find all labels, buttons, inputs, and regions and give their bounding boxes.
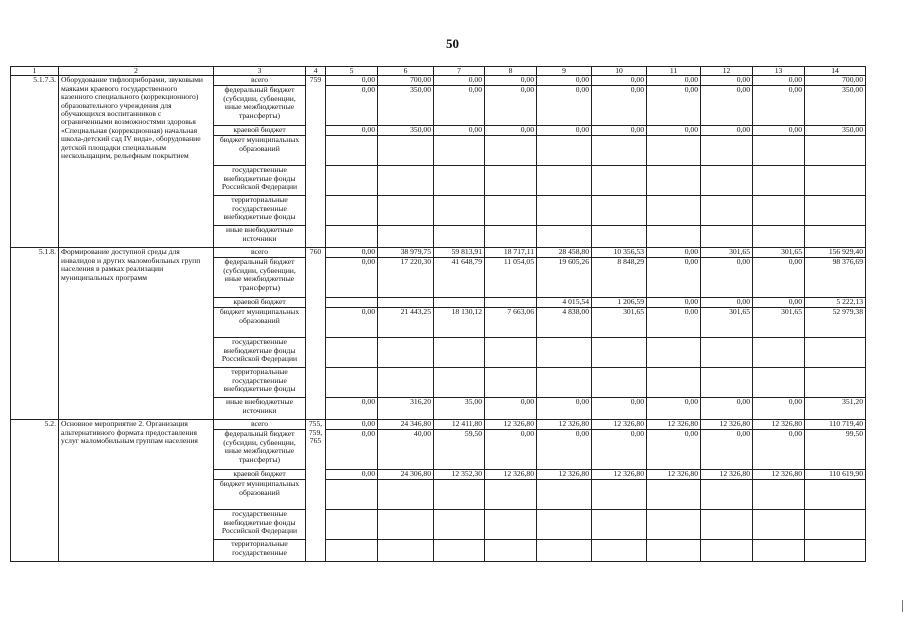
value-cell: 0,00: [434, 86, 485, 126]
value-cell: [434, 226, 485, 248]
value-cell: [485, 298, 537, 308]
value-cell: 0,00: [701, 298, 753, 308]
value-cell: 8 848,29: [592, 258, 647, 298]
value-cell: [326, 226, 378, 248]
value-cell: 350,00: [378, 86, 434, 126]
value-cell: [592, 136, 647, 166]
budget-code-cell: 755, 759, 765: [306, 420, 326, 562]
value-cell: 59,50: [434, 430, 485, 470]
value-cell: [647, 196, 701, 226]
value-cell: [805, 196, 866, 226]
value-cell: 0,00: [326, 76, 378, 86]
value-cell: 0,00: [701, 126, 753, 136]
measure-name-cell: Оборудование тифлоприборами, звуковыми маяками краевого государственного казенного специального (коррекционного) образовательного учреждения для обучающихся воспитанников с ограниченными возможностями здоровья «Специальная (коррекционная) начальная школа-детский сад IV вида», оборудование детской площадки специальным нескольщащим, рельефным покрытием: [59, 76, 214, 248]
value-cell: [592, 226, 647, 248]
value-cell: 5 222,13: [805, 298, 866, 308]
measure-name-cell: Основное мероприятие 2. Организация альтернативного формата предоставления услуг маломобильным группам населения: [59, 420, 214, 562]
value-cell: 0,00: [592, 86, 647, 126]
value-cell: [701, 480, 753, 510]
value-cell: [805, 166, 866, 196]
value-cell: [701, 226, 753, 248]
value-cell: [434, 510, 485, 540]
scan-edge-mark: [902, 600, 903, 612]
value-cell: [326, 540, 378, 562]
value-cell: [485, 226, 537, 248]
value-cell: 18 130,12: [434, 308, 485, 338]
value-cell: [592, 480, 647, 510]
table-row: [11, 420, 866, 430]
value-cell: 0,00: [326, 86, 378, 126]
value-cell: 351,20: [805, 398, 866, 420]
header-cell: 10: [592, 67, 647, 76]
table-row: [11, 248, 866, 258]
value-cell: [434, 298, 485, 308]
value-cell: [647, 368, 701, 398]
funding-source-cell: федеральный бюджет (субсидии, субвенции, иные межбюджетные трансферты): [214, 86, 306, 126]
funding-source-cell: иные внебюджетные источники: [214, 226, 306, 248]
value-cell: [378, 298, 434, 308]
row-code-cell: 5.2.: [11, 420, 59, 562]
value-cell: [701, 368, 753, 398]
value-cell: [378, 136, 434, 166]
value-cell: [592, 338, 647, 368]
header-cell: 8: [485, 67, 537, 76]
value-cell: [485, 480, 537, 510]
value-cell: [537, 338, 592, 368]
value-cell: 0,00: [753, 86, 805, 126]
value-cell: 110 619,90: [805, 470, 866, 480]
funding-source-cell: государственные внебюджетные фонды Российской Федерации: [214, 510, 306, 540]
value-cell: 0,00: [434, 76, 485, 86]
funding-source-cell: иные внебюджетные источники: [214, 398, 306, 420]
value-cell: 0,00: [326, 248, 378, 258]
value-cell: 0,00: [537, 430, 592, 470]
value-cell: [805, 368, 866, 398]
value-cell: 0,00: [592, 430, 647, 470]
value-cell: 21 443,25: [378, 308, 434, 338]
value-cell: 35,00: [434, 398, 485, 420]
value-cell: [753, 480, 805, 510]
value-cell: 4 838,00: [537, 308, 592, 338]
value-cell: 12 326,80: [647, 470, 701, 480]
value-cell: [753, 196, 805, 226]
funding-source-cell: бюджет муниципальных образований: [214, 136, 306, 166]
value-cell: [378, 338, 434, 368]
value-cell: 12 326,80: [485, 420, 537, 430]
value-cell: 316,20: [378, 398, 434, 420]
budget-code-cell: 760: [306, 248, 326, 420]
value-cell: [326, 368, 378, 398]
funding-source-cell: территориальные государственные внебюджетные фонды: [214, 368, 306, 398]
value-cell: [753, 136, 805, 166]
value-cell: 0,00: [647, 248, 701, 258]
value-cell: 0,00: [592, 398, 647, 420]
value-cell: [537, 510, 592, 540]
value-cell: 350,00: [805, 86, 866, 126]
value-cell: 98 376,69: [805, 258, 866, 298]
value-cell: 52 979,38: [805, 308, 866, 338]
value-cell: 12 326,80: [753, 470, 805, 480]
value-cell: 0,00: [592, 76, 647, 86]
value-cell: [485, 196, 537, 226]
value-cell: [701, 540, 753, 562]
value-cell: 0,00: [326, 430, 378, 470]
value-cell: [592, 166, 647, 196]
value-cell: [647, 510, 701, 540]
value-cell: 0,00: [701, 398, 753, 420]
value-cell: 1 206,59: [592, 298, 647, 308]
value-cell: 0,00: [701, 258, 753, 298]
value-cell: [485, 136, 537, 166]
header-cell: 1: [11, 67, 59, 76]
value-cell: 59 813,91: [434, 248, 485, 258]
value-cell: 0,00: [647, 298, 701, 308]
funding-source-cell: краевой бюджет: [214, 298, 306, 308]
page-number: 50: [446, 36, 459, 51]
value-cell: 0,00: [753, 76, 805, 86]
value-cell: [434, 196, 485, 226]
funding-source-cell: всего: [214, 248, 306, 258]
value-cell: [753, 166, 805, 196]
value-cell: [326, 298, 378, 308]
value-cell: [326, 510, 378, 540]
value-cell: [378, 510, 434, 540]
value-cell: 0,00: [537, 86, 592, 126]
budget-table: [10, 66, 866, 562]
value-cell: 0,00: [326, 420, 378, 430]
value-cell: 12 326,80: [592, 470, 647, 480]
funding-source-cell: бюджет муниципальных образований: [214, 308, 306, 338]
value-cell: 12 326,80: [701, 420, 753, 430]
value-cell: [537, 540, 592, 562]
value-cell: 0,00: [701, 86, 753, 126]
value-cell: 0,00: [592, 126, 647, 136]
value-cell: [647, 338, 701, 368]
header-cell: 13: [753, 67, 805, 76]
funding-source-cell: краевой бюджет: [214, 126, 306, 136]
value-cell: 4 015,54: [537, 298, 592, 308]
value-cell: 12 326,80: [537, 470, 592, 480]
value-cell: [647, 480, 701, 510]
value-cell: [701, 338, 753, 368]
header-cell: 2: [59, 67, 214, 76]
value-cell: [378, 226, 434, 248]
value-cell: 110 719,40: [805, 420, 866, 430]
value-cell: [378, 368, 434, 398]
funding-source-cell: бюджет муниципальных образований: [214, 480, 306, 510]
value-cell: [805, 540, 866, 562]
value-cell: [701, 136, 753, 166]
value-cell: 28 458,80: [537, 248, 592, 258]
value-cell: 0,00: [326, 470, 378, 480]
value-cell: [537, 226, 592, 248]
value-cell: [378, 166, 434, 196]
value-cell: 11 054,05: [485, 258, 537, 298]
funding-source-cell: всего: [214, 76, 306, 86]
value-cell: [647, 166, 701, 196]
value-cell: [753, 226, 805, 248]
value-cell: [537, 166, 592, 196]
value-cell: [647, 540, 701, 562]
value-cell: 0,00: [753, 430, 805, 470]
header-cell: 4: [306, 67, 326, 76]
value-cell: 156 929,40: [805, 248, 866, 258]
value-cell: [592, 368, 647, 398]
value-cell: [434, 338, 485, 368]
value-cell: [434, 540, 485, 562]
value-cell: [805, 226, 866, 248]
value-cell: [537, 480, 592, 510]
value-cell: 24 346,80: [378, 420, 434, 430]
value-cell: [378, 196, 434, 226]
value-cell: [434, 368, 485, 398]
value-cell: [537, 196, 592, 226]
value-cell: 12 326,80: [592, 420, 647, 430]
value-cell: 12 326,80: [537, 420, 592, 430]
value-cell: 0,00: [537, 126, 592, 136]
value-cell: [753, 338, 805, 368]
value-cell: 301,65: [753, 248, 805, 258]
value-cell: 7 663,06: [485, 308, 537, 338]
header-cell: 3: [214, 67, 306, 76]
value-cell: 301,65: [701, 248, 753, 258]
value-cell: 0,00: [647, 76, 701, 86]
value-cell: [485, 540, 537, 562]
value-cell: [537, 136, 592, 166]
row-code-cell: 5.1.8.: [11, 248, 59, 420]
header-cell: 11: [647, 67, 701, 76]
value-cell: 0,00: [537, 76, 592, 86]
value-cell: 12 326,80: [647, 420, 701, 430]
value-cell: 0,00: [647, 430, 701, 470]
value-cell: [485, 166, 537, 196]
row-code-cell: 5.1.7.3.: [11, 76, 59, 248]
value-cell: [326, 338, 378, 368]
value-cell: 10 356,53: [592, 248, 647, 258]
value-cell: 24 306,80: [378, 470, 434, 480]
value-cell: [326, 166, 378, 196]
value-cell: 301,65: [701, 308, 753, 338]
funding-source-cell: территориальные государственные внебюджетные фонды: [214, 196, 306, 226]
funding-source-cell: федеральный бюджет (субсидии, субвенции, иные межбюджетные трансферты): [214, 258, 306, 298]
value-cell: 41 648,79: [434, 258, 485, 298]
value-cell: [805, 338, 866, 368]
value-cell: [326, 136, 378, 166]
value-cell: [701, 510, 753, 540]
value-cell: 0,00: [326, 398, 378, 420]
value-cell: [647, 136, 701, 166]
value-cell: 0,00: [326, 308, 378, 338]
value-cell: 350,00: [805, 126, 866, 136]
value-cell: [378, 480, 434, 510]
funding-source-cell: территориальные государственные: [214, 540, 306, 562]
value-cell: 19 605,26: [537, 258, 592, 298]
value-cell: 0,00: [647, 398, 701, 420]
value-cell: 12 352,30: [434, 470, 485, 480]
value-cell: 0,00: [485, 126, 537, 136]
value-cell: 0,00: [485, 398, 537, 420]
value-cell: [805, 510, 866, 540]
value-cell: 0,00: [647, 308, 701, 338]
value-cell: 301,65: [753, 308, 805, 338]
value-cell: [753, 368, 805, 398]
value-cell: 0,00: [434, 126, 485, 136]
value-cell: [805, 480, 866, 510]
value-cell: [537, 368, 592, 398]
value-cell: [485, 368, 537, 398]
value-cell: 301,65: [592, 308, 647, 338]
value-cell: 0,00: [753, 126, 805, 136]
value-cell: 17 220,30: [378, 258, 434, 298]
value-cell: 12 326,80: [701, 470, 753, 480]
table-row: [11, 76, 866, 86]
value-cell: [647, 226, 701, 248]
value-cell: 700,00: [378, 76, 434, 86]
value-cell: 0,00: [753, 398, 805, 420]
value-cell: 0,00: [485, 86, 537, 126]
value-cell: 0,00: [647, 126, 701, 136]
header-cell: 12: [701, 67, 753, 76]
funding-source-cell: государственные внебюджетные фонды Российской Федерации: [214, 338, 306, 368]
value-cell: [326, 480, 378, 510]
value-cell: 0,00: [485, 430, 537, 470]
value-cell: 350,00: [378, 126, 434, 136]
value-cell: 0,00: [326, 126, 378, 136]
value-cell: [592, 540, 647, 562]
value-cell: [592, 510, 647, 540]
value-cell: 0,00: [537, 398, 592, 420]
value-cell: [701, 166, 753, 196]
value-cell: 0,00: [485, 76, 537, 86]
value-cell: [434, 136, 485, 166]
value-cell: [592, 196, 647, 226]
value-cell: 700,00: [805, 76, 866, 86]
funding-source-cell: краевой бюджет: [214, 470, 306, 480]
value-cell: 0,00: [326, 258, 378, 298]
header-cell: 6: [378, 67, 434, 76]
value-cell: [378, 540, 434, 562]
value-cell: [805, 136, 866, 166]
header-cell: 9: [537, 67, 592, 76]
value-cell: 0,00: [701, 430, 753, 470]
value-cell: 0,00: [701, 76, 753, 86]
budget-code-cell: 759: [306, 76, 326, 248]
value-cell: 0,00: [647, 258, 701, 298]
value-cell: [701, 196, 753, 226]
value-cell: 0,00: [753, 298, 805, 308]
value-cell: [434, 480, 485, 510]
value-cell: 38 979,75: [378, 248, 434, 258]
value-cell: [485, 338, 537, 368]
funding-source-cell: всего: [214, 420, 306, 430]
funding-source-cell: государственные внебюджетные фонды Российской Федерации: [214, 166, 306, 196]
value-cell: [326, 196, 378, 226]
header-cell: 5: [326, 67, 378, 76]
value-cell: 0,00: [753, 258, 805, 298]
value-cell: 12 326,80: [753, 420, 805, 430]
value-cell: [485, 510, 537, 540]
measure-name-cell: Формирование доступной среды для инвалидов и других маломобильных групп населения в рамках реализации муниципальных программ: [59, 248, 214, 420]
value-cell: 0,00: [647, 86, 701, 126]
value-cell: 40,00: [378, 430, 434, 470]
funding-source-cell: федеральный бюджет (субсидии, субвенции, иные межбюджетные трансферты): [214, 430, 306, 470]
header-cell: 14: [805, 67, 866, 76]
header-cell: 7: [434, 67, 485, 76]
value-cell: 99,50: [805, 430, 866, 470]
value-cell: 12 411,80: [434, 420, 485, 430]
value-cell: [753, 540, 805, 562]
header-row: [11, 67, 866, 76]
value-cell: [434, 166, 485, 196]
value-cell: [753, 510, 805, 540]
value-cell: 12 326,80: [485, 470, 537, 480]
value-cell: 18 717,11: [485, 248, 537, 258]
